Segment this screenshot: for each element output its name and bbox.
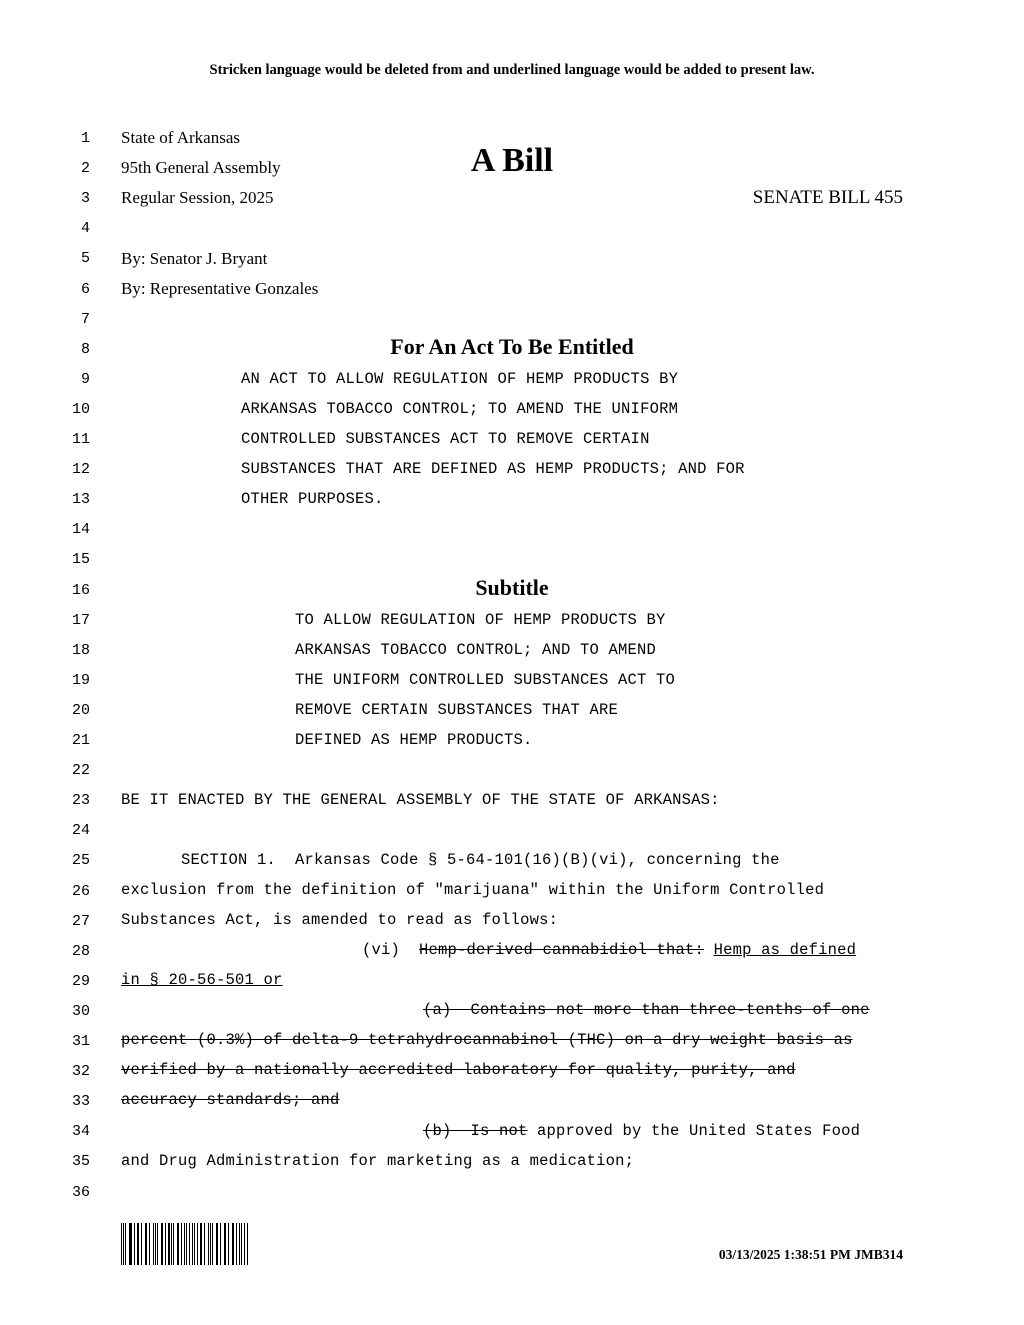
line-number: 11	[71, 431, 90, 448]
line-number: 29	[71, 972, 90, 990]
line-number: 9	[80, 370, 90, 388]
line-number: 2	[80, 160, 90, 178]
amended-body-line	[423, 1122, 860, 1140]
barcode-bar	[141, 1223, 142, 1265]
line-number: 3	[80, 190, 90, 208]
body-text: approved by the United States Food	[527, 1122, 861, 1140]
body-text-line: exclusion from the definition of "marijuana" within the Uniform Controlled	[121, 881, 825, 899]
line-number: 18	[71, 641, 90, 659]
barcode-bar	[130, 1223, 131, 1265]
barcode-bar	[121, 1223, 122, 1265]
line-number: 30	[71, 1002, 90, 1020]
subtitle-line: ARKANSAS TOBACCO CONTROL; AND TO AMEND	[295, 641, 657, 659]
barcode-bar	[217, 1223, 218, 1265]
line-number: 4	[80, 220, 90, 238]
line-number: 33	[71, 1093, 90, 1111]
barcode-bar	[149, 1223, 150, 1265]
sponsor-senator: By: Senator J. Bryant	[121, 249, 268, 268]
subtitle-heading: Subtitle	[475, 575, 549, 600]
state-name: State of Arkansas	[121, 128, 240, 147]
barcode-bar	[194, 1223, 195, 1265]
barcode-image	[121, 1223, 249, 1265]
subtitle-line: DEFINED AS HEMP PRODUCTS.	[295, 731, 533, 749]
barcode-bar	[157, 1223, 158, 1265]
line-number: 17	[71, 611, 90, 629]
act-title-line: SUBSTANCES THAT ARE DEFINED AS HEMP PRODUCTS; AND FOR	[241, 460, 745, 478]
line-number: 5	[80, 250, 90, 268]
entitled-heading: For An Act To Be Entitled	[390, 334, 634, 359]
line-number: 28	[71, 942, 90, 960]
barcode-bar	[225, 1223, 226, 1265]
line-number: 19	[71, 671, 90, 689]
session-label: Regular Session, 2025	[121, 188, 274, 207]
stricken-text: (b) Is not	[423, 1122, 528, 1140]
line-number: 21	[71, 732, 90, 749]
line-number: 26	[71, 882, 90, 900]
line-number: 34	[71, 1123, 90, 1141]
stricken-text: percent (0.3%) of delta-9 tetrahydrocannabinol (THC) on a dry weight basis as	[121, 1031, 853, 1049]
body-text-line: Substances Act, is amended to read as follows:	[121, 911, 559, 929]
act-title-line: AN ACT TO ALLOW REGULATION OF HEMP PRODUCTS BY	[241, 370, 679, 388]
barcode-bar	[184, 1223, 185, 1265]
line-number: 36	[71, 1183, 90, 1201]
barcode-bar	[165, 1223, 166, 1265]
line-number: 1	[80, 130, 90, 147]
general-assembly: 95th General Assembly	[121, 158, 281, 177]
added-text: Hemp as defined	[713, 941, 857, 959]
line-number: 20	[71, 701, 90, 719]
barcode-bar	[201, 1223, 202, 1265]
barcode-bar	[129, 1223, 130, 1265]
line-number: 10	[71, 400, 90, 418]
enacting-clause: BE IT ENACTED BY THE GENERAL ASSEMBLY OF THE STATE OF ARKANSAS:	[121, 791, 720, 809]
barcode-bar	[168, 1223, 169, 1265]
line-number: 15	[71, 551, 90, 569]
line-number: 24	[71, 822, 90, 840]
line-number: 32	[71, 1063, 90, 1081]
line-number: 27	[71, 912, 90, 930]
line-number: 13	[71, 491, 90, 509]
added-text: in § 20-56-501 or	[121, 971, 283, 989]
stricken-text: verified by a nationally accredited laboratory for quality, purity, and	[121, 1061, 796, 1079]
subdivision-label: (vi)	[362, 941, 420, 959]
subtitle-line: REMOVE CERTAIN SUBSTANCES THAT ARE	[295, 701, 619, 719]
line-number: 23	[71, 792, 90, 810]
barcode-bar	[145, 1223, 146, 1265]
barcode-bar	[241, 1223, 242, 1265]
sponsor-representative: By: Representative Gonzales	[121, 279, 319, 298]
line-number: 12	[71, 461, 90, 479]
line-number: 31	[71, 1033, 90, 1050]
barcode-bar	[173, 1223, 174, 1265]
footer-timestamp: 03/13/2025 1:38:51 PM JMB314	[718, 1247, 903, 1262]
barcode-bar	[186, 1223, 187, 1265]
line-number: 7	[80, 310, 90, 328]
stricken-text: (a) Contains not more than three-tenths of one	[423, 1001, 870, 1019]
line-number: 14	[71, 521, 90, 539]
section-1-intro: SECTION 1. Arkansas Code § 5-64-101(16)(B)(vi), concerning the	[181, 851, 780, 869]
subtitle-line: THE UNIFORM CONTROLLED SUBSTANCES ACT TO	[295, 671, 676, 689]
act-title-line: ARKANSAS TOBACCO CONTROL; TO AMEND THE UNIFORM	[241, 400, 679, 418]
amended-subdivision-line	[362, 941, 856, 959]
body-text-line: and Drug Administration for marketing as a medication;	[121, 1152, 635, 1170]
line-number: 22	[71, 762, 90, 780]
barcode-bar	[247, 1223, 248, 1265]
stricken-text: Hemp-derived cannabidiol that:	[419, 941, 705, 959]
amendment-notice: Stricken language would be deleted from and underlined language would be added to present law.	[209, 62, 815, 78]
barcode-bar	[216, 1223, 217, 1265]
bill-number: SENATE BILL 455	[752, 187, 903, 208]
stricken-text: accuracy standards; and	[121, 1091, 340, 1109]
line-number: 25	[71, 852, 90, 870]
line-number: 16	[71, 581, 90, 599]
act-title-line: OTHER PURPOSES.	[241, 490, 384, 508]
document-type-title: A Bill	[470, 142, 554, 179]
line-number: 35	[71, 1153, 90, 1171]
barcode-bar	[233, 1223, 234, 1265]
line-number: 6	[80, 280, 90, 298]
subtitle-line: TO ALLOW REGULATION OF HEMP PRODUCTS BY	[295, 611, 666, 629]
act-title-line: CONTROLLED SUBSTANCES ACT TO REMOVE CERTAIN	[241, 430, 650, 448]
line-number: 8	[80, 340, 90, 358]
barcode-bar	[208, 1223, 209, 1265]
